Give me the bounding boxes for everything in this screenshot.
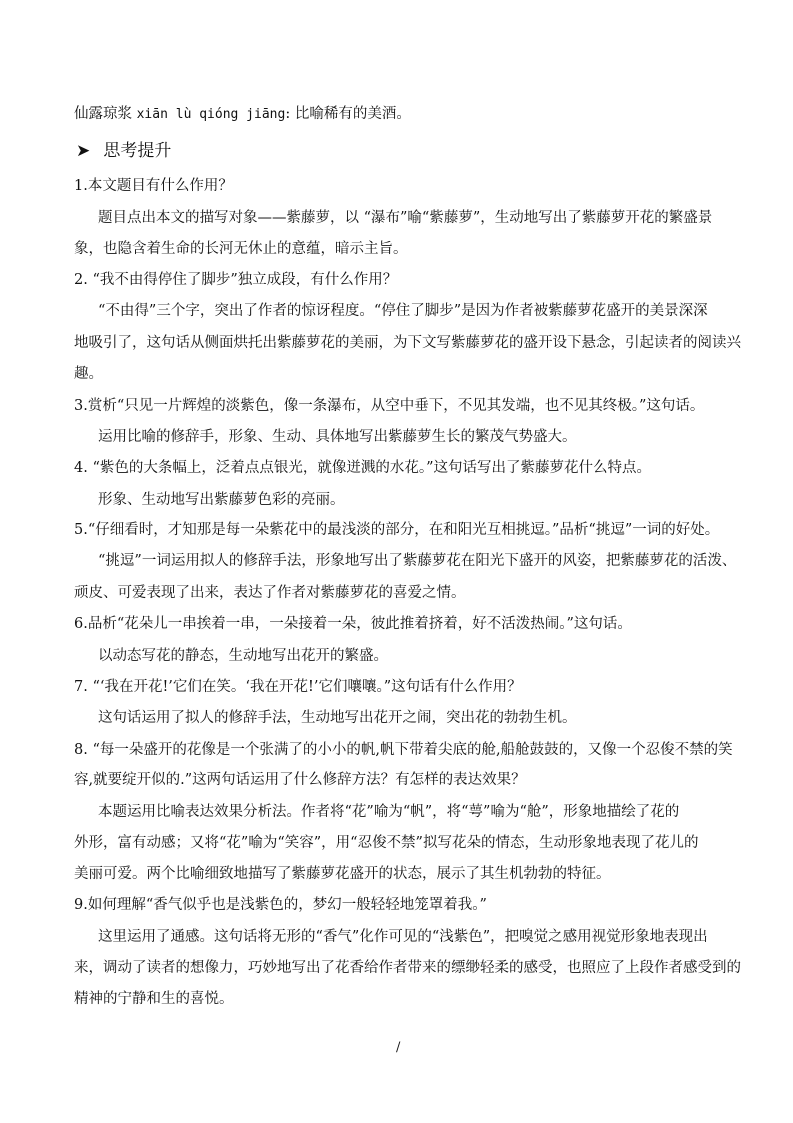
question-1: 1.本文题目有什么作用？ [74, 178, 233, 194]
answer-7: 这句话运用了拟人的修辞手法，生动地写出花开之闹，突出花的勃勃生机。 [98, 710, 577, 726]
gloss-word: 仙露琼浆 [74, 106, 132, 122]
question-8-line-1: 8. “每一朵盛开的花像是一个张满了的小小的帆,帆下带着尖底的舱,船舱鼓鼓的，又像一个忍俊不禁的笑 [74, 742, 733, 758]
answer-2-line-2: 地吸引了，这句话从侧面烘托出紫藤萝花的美丽，为下文写紫藤萝花的盛开设下悬念，引起读者的阅读兴 [74, 335, 741, 351]
answer-4: 形象、生动地写出紫藤萝色彩的亮丽。 [98, 492, 345, 508]
answer-2-line-1: “不由得”三个字，突出了作者的惊讶程度。“停住了脚步”是因为作者被紫藤萝花盛开的美景深深 [98, 303, 708, 319]
section-title: 思考提升 [103, 141, 172, 161]
answer-8-line-2: 外形，富有动感；又将“花”喻为“笑容”，用“忍俊不禁”拟写花朵的情态，生动形象地表现了花儿的 [74, 835, 699, 851]
answer-2-line-3: 趣。 [74, 366, 103, 382]
answer-5-line-2: 顽皮、可爱表现了出来，表达了作者对紫藤萝花的喜爱之情。 [74, 585, 466, 601]
answer-1-line-2: 象，也隐含着生命的长河无休止的意蕴，暗示主旨。 [74, 241, 408, 257]
answer-6: 以动态写花的静态，生动地写出花开的繁盛。 [98, 648, 388, 664]
answer-1-line-1: 题目点出本文的描写对象——紫藤萝，以 “瀑布”喻“紫藤萝”，生动地写出了紫藤萝开花的繁盛景 [98, 210, 713, 226]
question-8-line-2: 容,就要绽开似的.”这两句话运用了什么修辞方法？有怎样的表达效果？ [74, 772, 526, 788]
answer-3: 运用比喻的修辞手，形象、生动、具体地写出紫藤萝生长的繁茂气势盛大。 [98, 429, 577, 445]
question-3: 3.赏析“只见一片辉煌的淡紫色，像一条瀑布，从空中垂下，不见其发端，也不见其终极。”这句话。 [74, 398, 705, 414]
answer-9-line-1: 这里运用了通感。这句话将无形的“香气”化作可见的“浅紫色”，把嗅觉之感用视觉形象地表现出 [98, 929, 708, 945]
question-6: 6.品析“花朵儿一串挨着一串，一朵接着一朵，彼此推着挤着，好不活泼热闹。”这句话。 [74, 616, 632, 632]
answer-9-line-3: 精神的宁静和生的喜悦。 [74, 991, 234, 1007]
answer-8-line-3: 美丽可爱。两个比喻细致地描写了紫藤萝花盛开的状态，展示了其生机勃勃的特征。 [74, 866, 611, 882]
question-9: 9.如何理解“香气似乎也是浅紫色的，梦幻一般轻轻地笼罩着我。” [74, 897, 487, 913]
gloss-line [74, 104, 411, 125]
question-2: 2. “我不由得停住了脚步”独立成段，有什么作用？ [74, 272, 398, 288]
gloss-pinyin: xiān lù qióng jiāng [136, 107, 286, 122]
answer-5-line-1: “挑逗”一词运用拟人的修辞手法，形象地写出了紫藤萝花在阳光下盛开的风姿，把紫藤萝花的活泼、 [98, 553, 737, 569]
page-number: / [396, 1040, 401, 1055]
question-4: 4. “紫色的大条幅上，泛着点点银光，就像迸溅的水花。”这句话写出了紫藤萝花什么特点。 [74, 460, 652, 476]
section-heading [76, 140, 171, 162]
gloss-meaning: : 比喻稀有的美酒。 [285, 106, 411, 122]
question-5: 5.“仔细看时，才知那是每一朵紫花中的最浅淡的部分，在和阳光互相挑逗。”品析“挑逗”一词的好处。 [74, 522, 720, 538]
answer-9-line-2: 来，调动了读者的想像力，巧妙地写出了花香给作者带来的缥缈轻柔的感受，也照应了上段作者感受到的 [74, 960, 741, 976]
question-7: 7. “‘我在开花!’它们在笑。‘我在开花!’它们嚷嚷。”这句话有什么作用？ [74, 679, 522, 695]
answer-8-line-1: 本题运用比喻表达效果分析法。作者将“花”喻为“帆”，将“萼”喻为“舱”，形象地描绘了花的 [98, 804, 680, 820]
arrow-bullet-icon: ➤ [76, 141, 91, 161]
